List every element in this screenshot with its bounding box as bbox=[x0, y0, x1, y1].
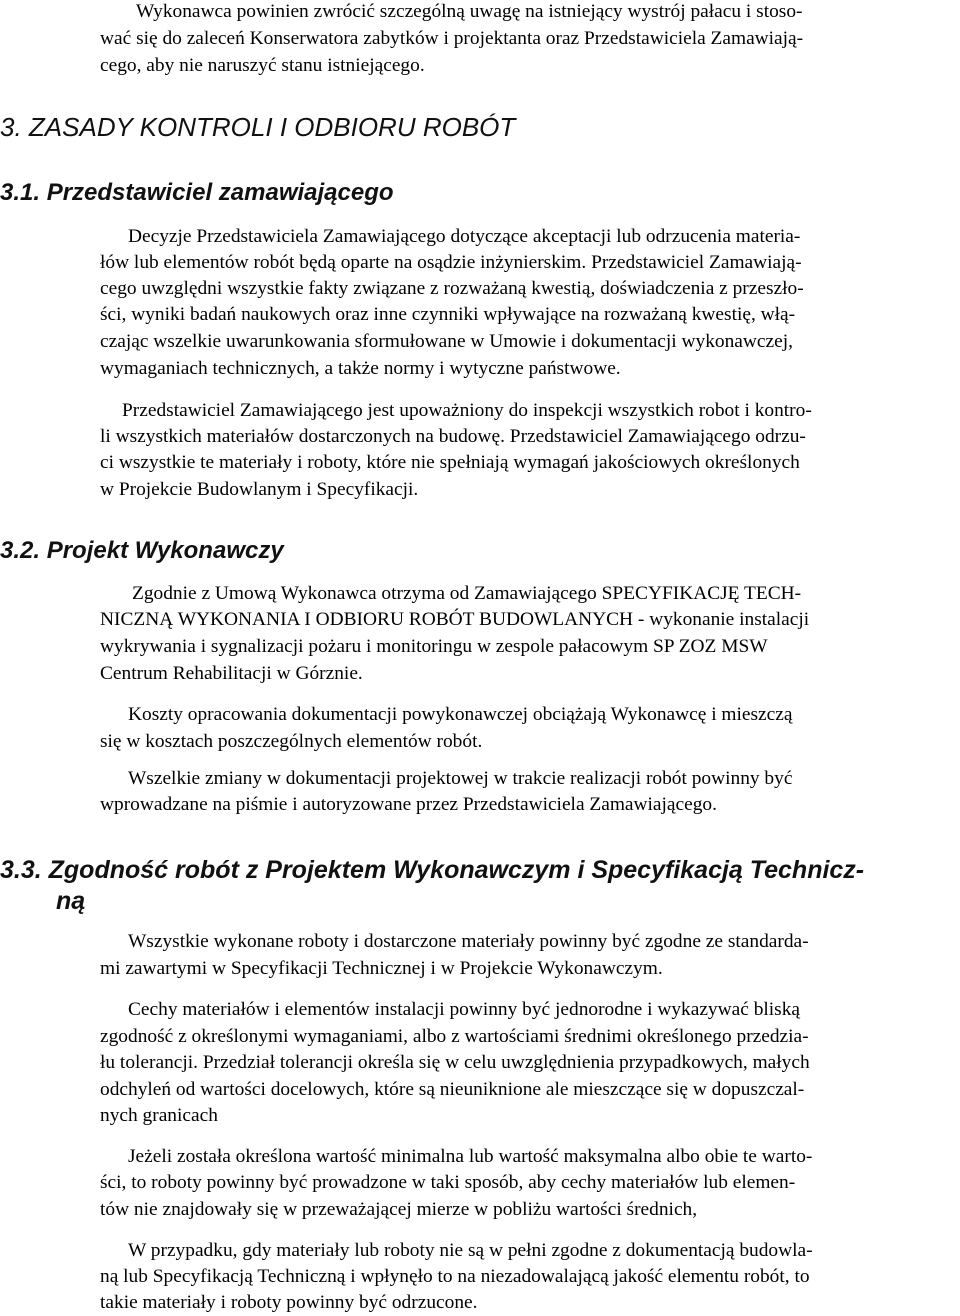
s31-p1-line-3: cego uwzględni wszystkie fakty związane z rozważaną kwestią, doświadczenia z przeszło- bbox=[100, 278, 804, 299]
s33-p4-line-1: W przypadku, gdy materiały lub roboty nie są w pełni zgodne z dokumentacją budowla- bbox=[128, 1240, 813, 1261]
s31-p1-line-1: Decyzje Przedstawiciela Zamawiającego dotyczące akceptacji lub odrzucenia materia- bbox=[128, 226, 801, 247]
section-3-3-heading-line-1: 3.3. Zgodność robót z Projektem Wykonawczym i Specyfikacją Technicz- bbox=[0, 856, 865, 884]
intro-line-3: cego, aby nie naruszyć stanu istniejącego. bbox=[100, 55, 425, 76]
s32-p2-line-2: się w kosztach poszczególnych elementów robót. bbox=[100, 731, 483, 752]
intro-line-2: wać się do zaleceń Konserwatora zabytków i projektanta oraz Przedstawiciela Zamawiają- bbox=[100, 28, 804, 49]
s32-p3-line-1: Wszelkie zmiany w dokumentacji projektowej w trakcie realizacji robót powinny być bbox=[128, 768, 793, 789]
s31-p1-line-5: czając wszelkie uwarunkowania sformułowane w Umowie i dokumentacji wykonawczej, bbox=[100, 331, 793, 352]
s31-p2-line-4: w Projekcie Budowlanym i Specyfikacji. bbox=[100, 479, 419, 500]
s33-p3-line-2: ści, to roboty powinny być prowadzone w taki sposób, aby cechy materiałów lub elemen- bbox=[100, 1172, 796, 1193]
s33-p4-line-2: ną lub Specyfikacją Techniczną i wpłynęło to na niezadowalającą jakość elementu robót, to bbox=[100, 1266, 810, 1287]
s33-p2-line-4: odchyleń od wartości docelowych, które są nieuniknione ale mieszczące się w dopuszczal- bbox=[100, 1079, 805, 1100]
s32-p1-line-3: wykrywania i sygnalizacji pożaru i monitoringu w zespole pałacowym SP ZOZ MSW bbox=[100, 636, 768, 657]
s31-p2-line-3: ci wszystkie te materiały i roboty, które nie spełniają wymagań jakościowych określonych bbox=[100, 452, 800, 473]
intro-line-1: Wykonawca powinien zwrócić szczególną uwagę na istniejący wystrój pałacu i stoso- bbox=[136, 1, 803, 22]
s32-p3-line-2: wprowadzane na piśmie i autoryzowane przez Przedstawiciela Zamawiającego. bbox=[100, 794, 717, 815]
s31-p1-line-4: ści, wyniki badań naukowych oraz inne czynniki wpływające na rozważaną kwestię, włą- bbox=[100, 304, 796, 325]
s31-p1-line-2: łów lub elementów robót będą oparte na osądzie inżynierskim. Przedstawiciel Zamawiają- bbox=[100, 252, 802, 273]
s32-p1-line-4: Centrum Rehabilitacji w Górznie. bbox=[100, 663, 363, 684]
s31-p2-line-1: Przedstawiciel Zamawiającego jest upoważniony do inspekcji wszystkich robot i kontro- bbox=[122, 400, 812, 421]
section-3-3-heading-line-2: ną bbox=[56, 887, 86, 915]
s33-p3-line-3: tów nie znajdowały się w przeważającej mierze w pobliżu wartości średnich, bbox=[100, 1199, 698, 1220]
s33-p2-line-2: zgodność z określonymi wymaganiami, albo z wartościami średnimi określonego przedzia- bbox=[100, 1026, 809, 1047]
s33-p2-line-1: Cechy materiałów i elementów instalacji powinny być jednorodne i wykazywać bliską bbox=[128, 999, 801, 1020]
section-3-1-heading: 3.1. Przedstawiciel zamawiającego bbox=[0, 179, 394, 206]
s33-p2-line-5: nych granicach bbox=[100, 1105, 218, 1126]
s32-p2-line-1: Koszty opracowania dokumentacji powykonawczej obciążają Wykonawcę i mieszczą bbox=[128, 704, 793, 725]
s31-p1-line-6: wymaganiach technicznych, a także normy i wytyczne państwowe. bbox=[100, 358, 621, 379]
s33-p1-line-2: mi zawartymi w Specyfikacji Technicznej i w Projekcie Wykonawczym. bbox=[100, 958, 663, 979]
s32-p1-line-1: Zgodnie z Umową Wykonawca otrzyma od Zamawiającego SPECYFIKACJĘ TECH- bbox=[132, 583, 802, 604]
s33-p3-line-1: Jeżeli została określona wartość minimalna lub wartość maksymalna albo obie te warto- bbox=[128, 1146, 813, 1167]
section-3-2-heading: 3.2. Projekt Wykonawczy bbox=[0, 537, 284, 564]
section-3-heading: 3. ZASADY KONTROLI I ODBIORU ROBÓT bbox=[0, 112, 516, 142]
s33-p1-line-1: Wszystkie wykonane roboty i dostarczone materiały powinny być zgodne ze standarda- bbox=[128, 931, 809, 952]
s33-p2-line-3: łu tolerancji. Przedział tolerancji określa się w celu uwzględnienia przypadkowych, małych bbox=[100, 1052, 810, 1073]
s31-p2-line-2: li wszystkich materiałów dostarczonych na budowę. Przedstawiciel Zamawiającego odrzu- bbox=[100, 426, 806, 447]
s33-p4-line-3: takie materiały i roboty powinny być odrzucone. bbox=[100, 1292, 478, 1313]
s32-p1-line-2: NICZNĄ WYKONANIA I ODBIORU ROBÓT BUDOWLANYCH - wykonanie instalacji bbox=[100, 609, 810, 630]
